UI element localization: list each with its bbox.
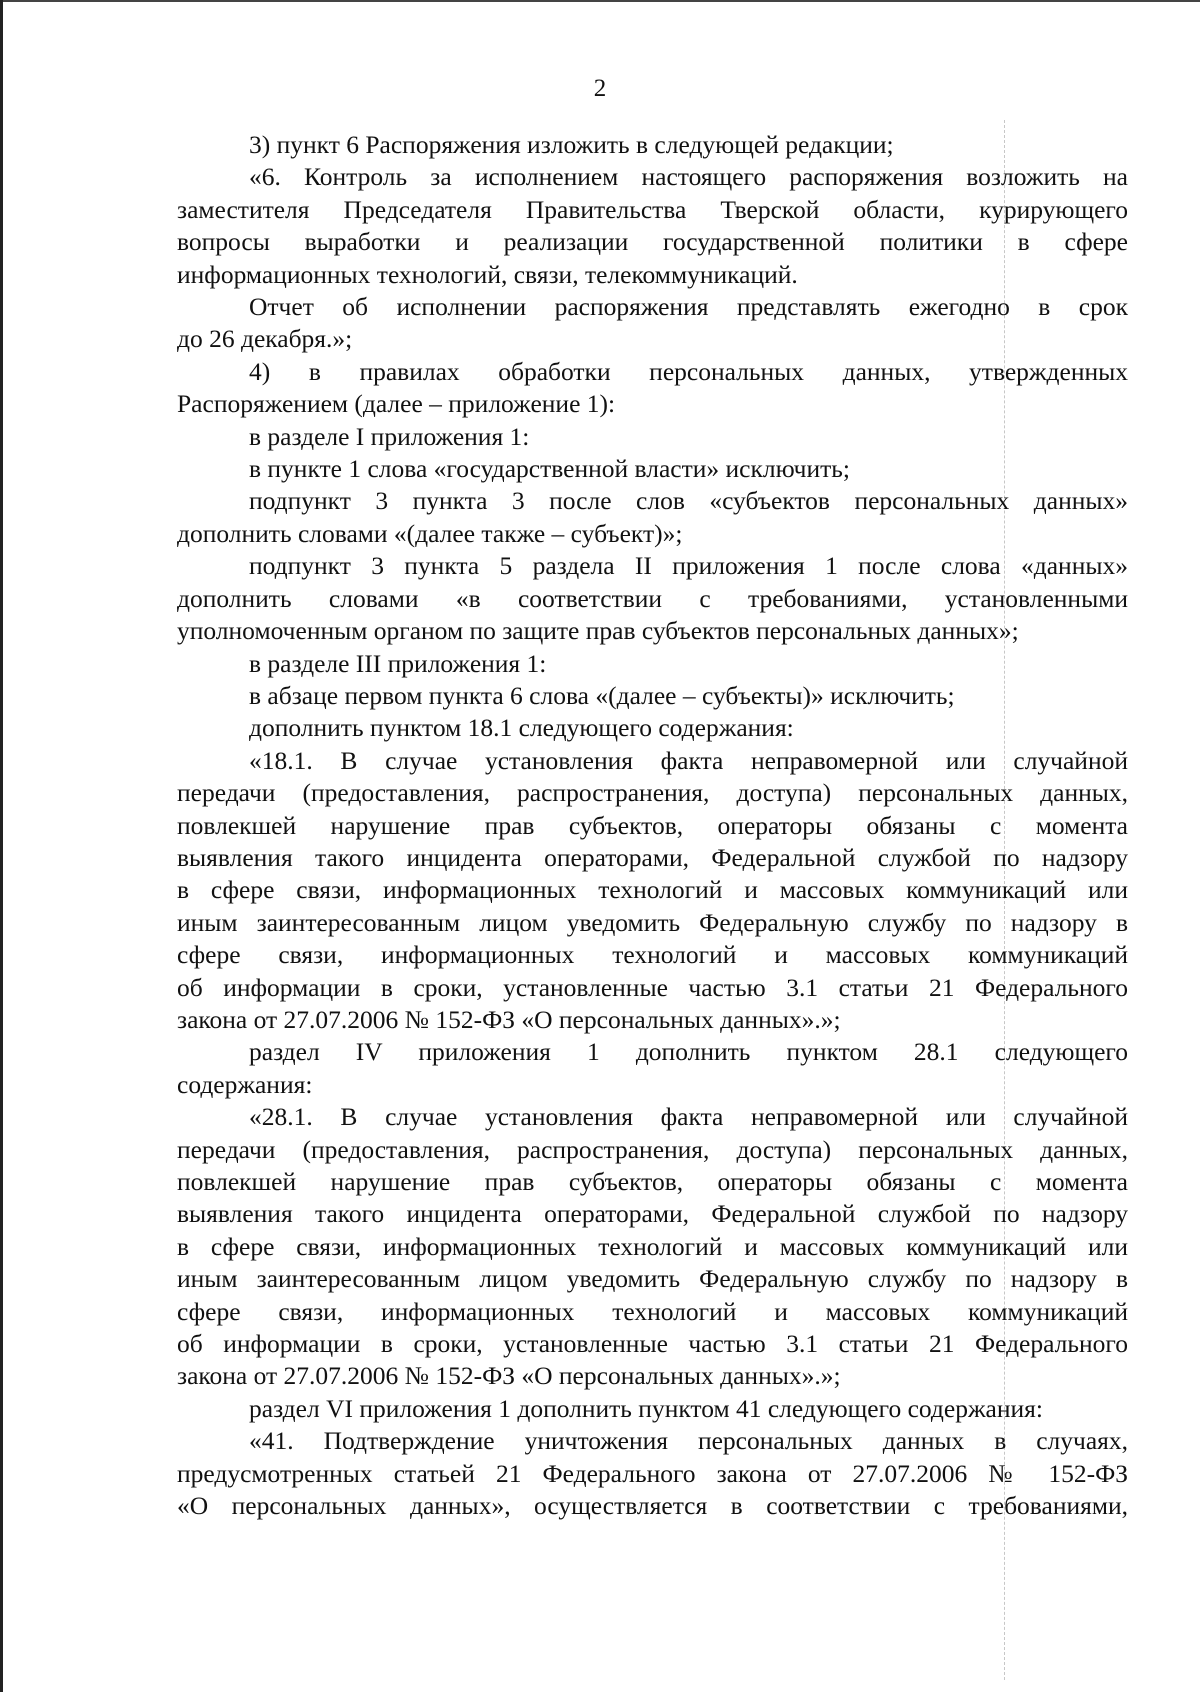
text-line: 4) в правилах обработки персональных данных, утвержденных: [249, 356, 1128, 386]
text-line: информационных технологий, связи, телекоммуникаций.: [177, 259, 798, 289]
text-line: дополнить словами «в соответствии с требованиями, установленными: [177, 583, 1128, 613]
text-line: вопросы выработки и реализации государственной политики в сфере: [177, 227, 1128, 257]
text-line: в абзаце первом пункта 6 слова «(далее – субъекты)» исключить;: [249, 680, 955, 710]
text-line: «28.1. В случае установления факта неправомерной или случайной: [249, 1102, 1128, 1132]
text-line: в пункте 1 слова «государственной власти» исключить;: [249, 454, 850, 484]
text-line: заместителя Председателя Правительства Тверской области, курирующего: [177, 194, 1128, 224]
text-line: дополнить словами «(далее также – субъект)»;: [177, 518, 683, 548]
page-number: 2: [593, 75, 607, 102]
text-line: об информации в сроки, установленные частью 3.1 статьи 21 Федерального: [177, 1329, 1128, 1359]
text-line: закона от 27.07.2006 № 152-ФЗ «О персональных данных».»;: [177, 1361, 841, 1391]
text-line: сфере связи, информационных технологий и массовых коммуникаций: [177, 1296, 1128, 1326]
text-line: «41. Подтверждение уничтожения персональных данных в случаях,: [249, 1426, 1128, 1456]
text-line: повлекшей нарушение прав субъектов, операторы обязаны с момента: [177, 1167, 1128, 1196]
text-line: дополнить пунктом 18.1 следующего содержания:: [249, 713, 794, 743]
text-line: передачи (предоставления, распространения, доступа) персональных данных,: [177, 778, 1128, 808]
text-line: в сфере связи, информационных технологий и массовых коммуникаций или: [177, 875, 1128, 905]
text-line: в разделе I приложения 1:: [249, 421, 530, 451]
text-line: раздел VI приложения 1 дополнить пунктом 41 следующего содержания:: [249, 1393, 1043, 1423]
text-line: «18.1. В случае установления факта неправомерной или случайной: [249, 745, 1128, 775]
text-line: Отчет об исполнении распоряжения представлять ежегодно в срок: [249, 292, 1128, 322]
text-line: 3) пункт 6 Распоряжения изложить в следующей редакции;: [249, 130, 894, 159]
text-line: подпункт 3 пункта 3 после слов «субъектов персональных данных»: [249, 486, 1128, 516]
text-line: предусмотренных статьей 21 Федерального закона от 27.07.2006 № 152-ФЗ: [177, 1458, 1128, 1488]
text-line: выявления такого инцидента операторами, Федеральной службой по надзору: [177, 842, 1128, 872]
text-line: содержания:: [177, 1069, 313, 1099]
text-line: повлекшей нарушение прав субъектов, операторы обязаны с момента: [177, 810, 1128, 840]
document-body: [177, 129, 1128, 1522]
scan-top-edge: [0, 0, 1200, 2]
text-line: иным заинтересованным лицом уведомить Федеральную службу по надзору в: [177, 1264, 1128, 1294]
text-line: в сфере связи, информационных технологий и массовых коммуникаций или: [177, 1231, 1128, 1261]
text-line: закона от 27.07.2006 № 152-ФЗ «О персональных данных».»;: [177, 1004, 841, 1034]
text-line: об информации в сроки, установленные частью 3.1 статьи 21 Федерального: [177, 972, 1128, 1002]
text-line: сфере связи, информационных технологий и массовых коммуникаций: [177, 940, 1128, 970]
text-line: уполномоченным органом по защите прав субъектов персональных данных»;: [177, 616, 1019, 646]
scan-left-edge: [0, 0, 3, 1692]
text-line: «6. Контроль за исполнением настоящего распоряжения возложить на: [249, 162, 1128, 192]
text-line: Распоряжением (далее – приложение 1):: [177, 389, 616, 419]
text-line: раздел IV приложения 1 дополнить пунктом 28.1 следующего: [249, 1037, 1128, 1067]
text-line: иным заинтересованным лицом уведомить Федеральную службу по надзору в: [177, 907, 1128, 937]
text-line: подпункт 3 пункта 5 раздела II приложения 1 после слова «данных»: [249, 551, 1128, 581]
text-line: до 26 декабря.»;: [177, 324, 353, 354]
text-line: «О персональных данных», осуществляется в соответствии с требованиями,: [177, 1491, 1128, 1521]
text-line: передачи (предоставления, распространения, доступа) персональных данных,: [177, 1134, 1128, 1164]
text-line: выявления такого инцидента операторами, Федеральной службой по надзору: [177, 1199, 1128, 1229]
text-line: в разделе III приложения 1:: [249, 648, 547, 678]
